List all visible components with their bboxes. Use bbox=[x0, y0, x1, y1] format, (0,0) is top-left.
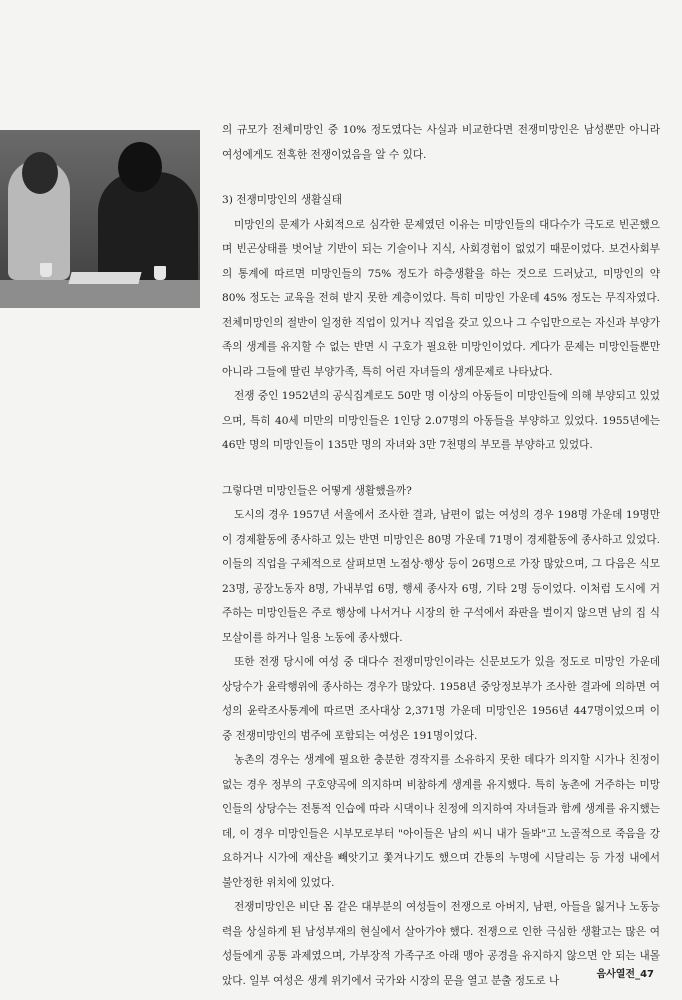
subsection-heading: 그렇다면 미망인들은 어떻게 생활했을까? bbox=[222, 484, 412, 497]
page-footer: 음사열전_47 bbox=[596, 969, 654, 980]
paper-cup bbox=[154, 266, 166, 280]
paragraph: 또한 전쟁 당시에 여성 중 대다수 전쟁미망인이라는 신문보도가 있을 정도로 미망인 가운데 상당수가 윤락행위에 종사하는 경우가 많았다. 1958년 중앙정보부가 조사한 결과에 의하면 여성의 윤락조사통계에 따르면 조사대상 2,371명 가운데 미망인은 1956년 447명이었으며 이 중 전쟁미망인의 범주에 포함되는 여성은 191명이었다. bbox=[222, 656, 660, 742]
paragraph: 미망인의 문제가 사회적으로 심각한 문제였던 이유는 미망인들의 대다수가 극도로 빈곤했으며 빈곤상태를 벗어날 기반이 되는 기술이나 지식, 사회경험이 없었기 때문이었다. 보건사회부의 통계에 따르면 미망인들의 75% 정도가 하층생활을 하는 것으로 드러났고, 미망인의 약 80% 정도는 교육을 전혀 받지 못한 계층이었다. 특히 미망인 가운데 45% 정도는 무직자였다. 전체미망인의 절반이 일정한 직업이 있거나 직업을 갖고 있으나 그 수입만으로는 자신과 부양가족의 생계를 유지할 수 없는 반면 시 구호가 필요한 미망인이었다. 게다가 문제는 미망인들뿐만 아니라 그들에 딸린 부양가족, 특히 어린 자녀들의 생계문제로 나타났다. bbox=[222, 218, 660, 378]
paragraph: 전쟁미망인은 비단 몸 같은 대부분의 여성들이 전쟁으로 아버지, 남편, 아들을 잃거나 노동능력을 상실하게 된 남성부재의 현실에서 살아가야 했다. 전쟁으로 인한 극심한 생활고는 많은 여성들에게 공통 과제였으며, 가부장적 가족구조 아래 맹아 공경을 유지하지 않으면 안 되는 내몰았다. 일부 여성은 생계 위기에서 국가와 시장의 문을 열고 분출 정도로 나 bbox=[222, 901, 660, 987]
document-paper bbox=[68, 272, 141, 284]
section-heading: 3) 전쟁미망인의 생활실태 bbox=[222, 194, 342, 206]
paragraph: 전쟁 중인 1952년의 공식집계로도 50만 명 이상의 아동들이 미망인들에 의해 부양되고 있었으며, 특히 40세 미만의 미망인들은 1인당 2.07명의 아동들을 부양하고 있었다. 1955년에는 46만 명의 미망인들이 135만 명의 자녀와 3만 7천명의 부모를 부양하고 있었다. bbox=[222, 390, 660, 451]
woman-figure bbox=[8, 160, 70, 280]
article-body bbox=[222, 118, 660, 993]
paragraph: 농촌의 경우는 생계에 필요한 충분한 경작지를 소유하지 못한 데다가 의지할 시가나 친정이 없는 경우 정부의 구호양곡에 의지하며 비참하게 생계를 유지했다. 특히 농촌에 거주하는 미망인들의 상당수는 전통적 인습에 따라 시댁이나 친정에 의지하여 자녀들과 함께 생계를 유지했는데, 이 경우 미망인들은 시부모로부터 "아이들은 남의 씨니 내가 돌봐"고 노골적으로 죽음을 강요하거나 시가에 재산을 빼앗기고 쫓겨나기도 했으며 간통의 누명에 시달리는 등 가정 내에서 불안정한 위치에 있었다. bbox=[222, 754, 660, 889]
meeting-photo bbox=[0, 130, 200, 308]
paragraph: 도시의 경우 1957년 서울에서 조사한 결과, 남편이 없는 여성의 경우 198명 가운데 19명만이 경제활동에 종사하고 있는 반면 미망인은 80명 가운데 71명이 경제활동에 종사하고 있었다. 이들의 직업을 구체적으로 살펴보면 노점상·행상 등이 26명으로 가장 많았으며, 그 다음은 식모 23명, 공장노동자 8명, 가내부업 6명, 행세 종사자 6명, 기타 2명 등이었다. 이처럼 도시에 거주하는 미망인들은 주로 행상에 나서거나 시장의 한 구석에서 좌판을 벌이지 않으면 남의 집 식모살이를 하거나 일용 노동에 종사했다. bbox=[222, 509, 660, 644]
paragraph-intro: 의 규모가 전체미망인 중 10% 정도였다는 사실과 비교한다면 전쟁미망인은 남성뿐만 아니라 여성에게도 전혹한 전쟁이었음을 알 수 있다. bbox=[222, 124, 660, 161]
paper-cup bbox=[40, 263, 52, 277]
table-surface bbox=[0, 280, 200, 308]
